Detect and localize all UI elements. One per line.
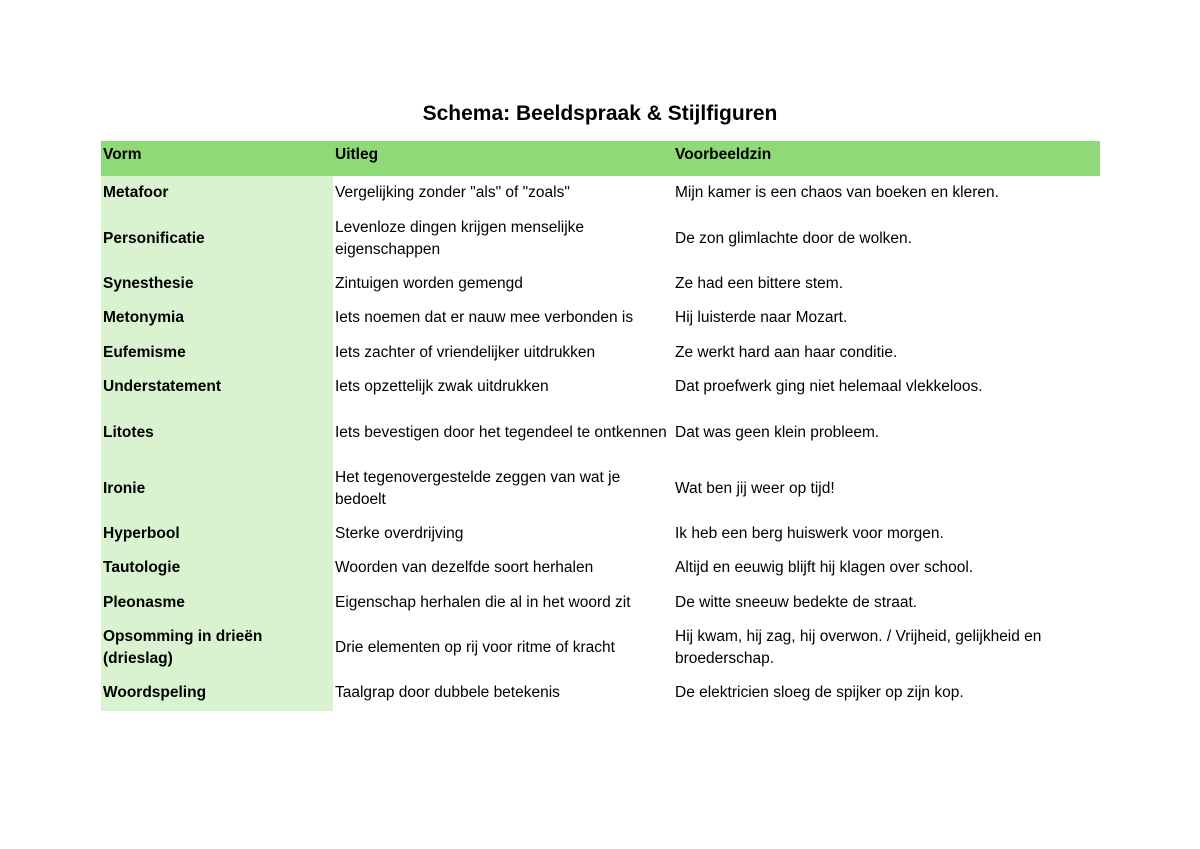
cell-uitleg: Taalgrap door dubbele betekenis [335, 684, 560, 702]
cell-vorm: Understatement [101, 370, 333, 405]
table-row [101, 551, 1100, 586]
cell-voorbeeld: Altijd en eeuwig blijft hij klagen over school. [675, 559, 974, 577]
cell-voorbeeld: De zon glimlachte door de wolken. [675, 229, 912, 247]
cell-vorm: Synesthesie [101, 267, 333, 302]
table-row [101, 676, 1100, 711]
cell-uitleg: Drie elementen op rij voor ritme of kracht [335, 639, 615, 656]
cell-vorm: Woordspeling [101, 676, 333, 711]
cell-uitleg: Woorden van dezelfde soort herhalen [335, 559, 594, 577]
schema-table [101, 141, 1100, 711]
cell-voorbeeld: Dat was geen klein probleem. [675, 423, 880, 441]
cell-uitleg: Vergelijking zonder "als" of "zoals" [335, 184, 570, 202]
cell-vorm: Hyperbool [101, 517, 333, 552]
column-header-vorm: Vorm [101, 141, 333, 176]
cell-vorm: Litotes [101, 405, 333, 461]
cell-vorm: Personificatie [101, 211, 333, 267]
table-row [101, 517, 1100, 552]
cell-voorbeeld: Ik heb een berg huiswerk voor morgen. [675, 524, 944, 542]
cell-vorm: Eufemisme [101, 336, 333, 371]
cell-vorm: Tautologie [101, 551, 333, 586]
cell-voorbeeld: Dat proefwerk ging niet helemaal vlekkeloos. [675, 378, 983, 396]
cell-uitleg: Iets zachter of vriendelijker uitdrukken [335, 343, 596, 361]
cell-vorm: Pleonasme [101, 586, 333, 621]
cell-voorbeeld: De elektricien sloeg de spijker op zijn kop. [675, 684, 964, 702]
cell-uitleg: Iets bevestigen door het tegendeel te ontkennen [335, 423, 667, 441]
table-row [101, 176, 1100, 211]
table-row [101, 620, 1100, 676]
cell-uitleg: Het tegenovergestelde zeggen van wat je bedoelt [335, 468, 621, 508]
cell-vorm: Metafoor [101, 176, 333, 211]
cell-vorm: Opsomming in drieën (drieslag) [101, 620, 333, 676]
cell-voorbeeld: Hij luisterde naar Mozart. [675, 309, 848, 327]
cell-uitleg: Zintuigen worden gemengd [335, 274, 523, 292]
column-header-voorbeeldzin: Voorbeeldzin [673, 141, 1100, 176]
cell-uitleg: Levenloze dingen krijgen menselijke eigenschappen [335, 218, 585, 258]
cell-voorbeeld: Ze had een bittere stem. [675, 274, 844, 292]
cell-vorm: Metonymia [101, 301, 333, 336]
table-row [101, 461, 1100, 517]
table-row [101, 405, 1100, 461]
cell-uitleg: Sterke overdrijving [335, 524, 464, 542]
table-row [101, 336, 1100, 371]
cell-uitleg: Iets opzettelijk zwak uitdrukken [335, 378, 549, 396]
table-header-row [101, 141, 1100, 176]
cell-uitleg: Iets noemen dat er nauw mee verbonden is [335, 309, 634, 327]
page-title: Schema: Beeldspraak & Stijlfiguren [422, 102, 778, 125]
table-row [101, 586, 1100, 621]
table-row [101, 301, 1100, 336]
table-row [101, 370, 1100, 405]
table-row [101, 267, 1100, 302]
cell-voorbeeld: De witte sneeuw bedekte de straat. [675, 593, 918, 611]
table-row [101, 211, 1100, 267]
cell-uitleg: Eigenschap herhalen die al in het woord zit [335, 593, 631, 611]
cell-voorbeeld: Ze werkt hard aan haar conditie. [675, 343, 898, 361]
cell-voorbeeld: Wat ben jij weer op tijd! [675, 479, 835, 497]
cell-voorbeeld: Mijn kamer is een chaos van boeken en kleren. [675, 184, 999, 202]
cell-vorm: Ironie [101, 461, 333, 517]
column-header-uitleg: Uitleg [333, 141, 673, 176]
cell-voorbeeld: Hij kwam, hij zag, hij overwon. / Vrijheid, gelijkheid en broederschap. [675, 628, 1042, 667]
